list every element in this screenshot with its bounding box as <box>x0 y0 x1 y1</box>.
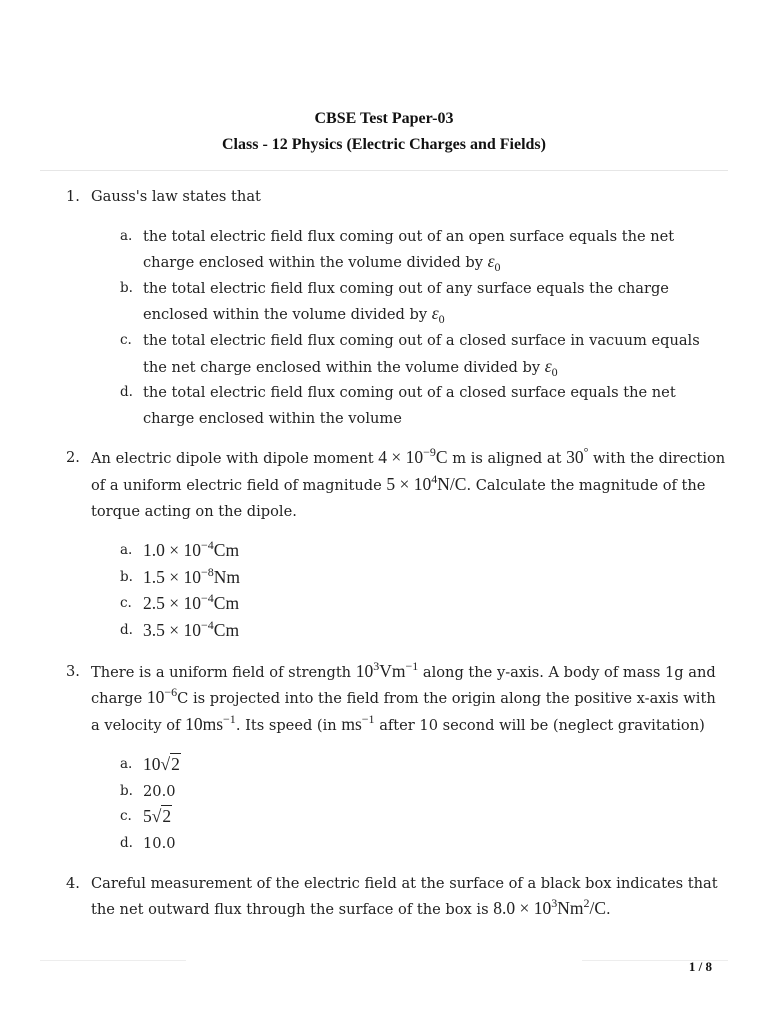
text-run: There is a uniform field of strength <box>91 663 356 681</box>
option-a <box>118 538 728 565</box>
option-label: d. <box>120 384 133 401</box>
option-label: d. <box>120 621 133 638</box>
option-text: 10.0 <box>143 835 176 853</box>
option-math <box>431 303 445 327</box>
option-label: c. <box>120 808 132 825</box>
math-field <box>386 471 467 494</box>
option-c <box>118 591 728 618</box>
option-label: b. <box>120 279 133 296</box>
option-b <box>118 276 728 328</box>
text-run: . Its speed (in <box>235 716 342 734</box>
text-run: An electric dipole with dipole moment <box>91 450 379 468</box>
text-run: C is projected into the field from the origin along the positive x-axis with a velocity of <box>91 690 716 734</box>
question-number: 3. <box>66 662 80 680</box>
math-base: 10ms <box>185 713 224 734</box>
math-velocity <box>185 711 236 734</box>
option-list <box>91 224 728 432</box>
math-base: 1.0 × 10 <box>143 540 201 561</box>
math-unit: Cm <box>213 619 240 640</box>
math-base: 5 × 10 <box>386 473 432 494</box>
math-base: 8.0 × 10 <box>493 898 552 919</box>
option-text: the total electric field flux coming out of an open surface equals the net charge enclosed within the volume divided by <box>143 227 675 272</box>
math-base: 2.5 × 10 <box>143 593 201 614</box>
math-exponent: −6 <box>164 685 178 700</box>
option-text: the total electric field flux coming out of a closed surface equals the net charge enclosed within the volume <box>143 384 676 427</box>
question-number: 4. <box>66 874 80 892</box>
option-list <box>91 752 728 856</box>
page-header <box>0 106 768 158</box>
math-unit: Nm <box>557 898 584 919</box>
question-1 <box>66 184 728 431</box>
text-run: . <box>606 901 611 919</box>
text-run: with the direction of a uniform electric field of magnitude <box>91 450 726 494</box>
option-text: the total electric field flux coming out of any surface equals the charge enclosed within the volume divided by <box>143 279 669 324</box>
option-math <box>143 806 172 826</box>
option-d <box>118 618 728 645</box>
option-math <box>487 251 501 275</box>
option-math <box>143 540 239 560</box>
math-exponent: −1 <box>223 711 236 726</box>
math-unit: /C <box>589 898 606 919</box>
paper-subtitle: Class - 12 Physics (Electric Charges and Fields) <box>222 136 546 153</box>
option-c <box>118 804 728 831</box>
math-speed-unit <box>341 711 375 734</box>
math-base: 10 <box>146 687 165 708</box>
math-exponent: −9 <box>423 445 436 460</box>
math-unit: N/C <box>437 473 467 494</box>
option-label: c. <box>120 595 132 612</box>
math-base: 10 <box>355 660 374 681</box>
math-radicand: 2 <box>171 754 180 775</box>
text-run: after 10 second will be (neglect gravitation) <box>374 716 705 734</box>
subscript: 0 <box>494 260 501 275</box>
footer-divider-left <box>40 960 186 961</box>
option-math <box>544 355 558 379</box>
question-3 <box>66 659 728 857</box>
text-run: along the y-axis. A body of mass 1g and charge <box>91 663 716 708</box>
math-unit: Vm <box>379 660 406 681</box>
option-label: a. <box>120 756 133 773</box>
math-exponent: −1 <box>361 711 375 726</box>
math-exponent: 3 <box>551 896 558 911</box>
option-b <box>118 565 728 592</box>
page-indicator: 1 / 8 <box>688 959 712 974</box>
option-d <box>118 831 728 857</box>
paper-title: CBSE Test Paper-03 <box>314 110 454 127</box>
option-label: a. <box>120 227 133 244</box>
math-exponent: 2 <box>583 896 590 911</box>
math-angle <box>566 447 588 467</box>
math-exponent: −4 <box>201 538 214 553</box>
option-label: b. <box>120 568 133 585</box>
math-exponent: −8 <box>201 564 214 579</box>
math-exponent: 4 <box>431 471 438 486</box>
math-field-strength <box>355 658 419 681</box>
question-4 <box>66 871 728 923</box>
option-d <box>118 380 728 431</box>
sqrt-sign: √ <box>160 754 171 775</box>
math-coefficient: 5 <box>143 806 152 827</box>
question-2 <box>66 445 728 644</box>
math-unit: C <box>435 447 448 468</box>
epsilon-symbol: ε <box>431 303 439 324</box>
question-text <box>91 659 728 739</box>
math-flux <box>493 898 606 918</box>
question-text <box>91 871 728 923</box>
math-exponent: −4 <box>201 591 214 606</box>
math-radicand: 2 <box>162 806 172 827</box>
math-base: ms <box>341 713 362 734</box>
option-b <box>118 779 728 805</box>
header-divider <box>40 170 728 171</box>
epsilon-symbol: ε <box>544 355 552 376</box>
subscript: 0 <box>438 312 445 327</box>
question-text: Gauss's law states that <box>91 188 261 205</box>
math-unit: Cm <box>213 540 240 561</box>
question-number: 1. <box>66 188 80 205</box>
math-exponent: ° <box>583 445 589 460</box>
option-math <box>143 754 181 774</box>
question-number: 2. <box>66 449 80 467</box>
option-label: a. <box>120 542 133 559</box>
option-text: 20.0 <box>143 782 176 800</box>
option-math <box>143 593 239 613</box>
math-charge <box>147 687 177 707</box>
math-base: 3.5 × 10 <box>143 619 201 640</box>
option-label: b. <box>120 782 133 799</box>
text-run: m is aligned at <box>447 450 567 468</box>
option-a <box>118 752 728 779</box>
subscript: 0 <box>551 364 558 379</box>
option-math <box>143 617 240 640</box>
math-base: 30 <box>566 447 584 468</box>
option-c <box>118 328 728 380</box>
option-list <box>91 538 728 644</box>
math-unit: Cm <box>213 593 240 614</box>
epsilon-symbol: ε <box>487 251 495 272</box>
text-run: . Calculate the magnitude of the torque acting on the dipole. <box>91 476 706 520</box>
option-a <box>118 224 728 276</box>
math-exponent: −4 <box>201 617 214 632</box>
math-coefficient: 10 <box>143 754 161 775</box>
sqrt-sign: √ <box>151 806 162 827</box>
math-exponent: −1 <box>405 658 419 673</box>
option-label: d. <box>120 835 133 852</box>
question-text <box>91 445 728 524</box>
text-run: Careful measurement of the electric field at the surface of a black box indicates that the net outward flux through the surface of the box is <box>91 874 718 919</box>
math-dipole-moment <box>378 447 447 467</box>
option-text: the total electric field flux coming out of a closed surface in vacuum equals the net charge enclosed within the volume divided by <box>143 331 700 376</box>
math-base: 1.5 × 10 <box>143 566 201 587</box>
option-label: c. <box>120 331 132 348</box>
math-base: 4 × 10 <box>378 447 424 468</box>
math-unit: Nm <box>213 566 241 587</box>
option-math <box>143 564 241 587</box>
math-exponent: 3 <box>373 658 380 673</box>
question-list <box>66 184 728 923</box>
